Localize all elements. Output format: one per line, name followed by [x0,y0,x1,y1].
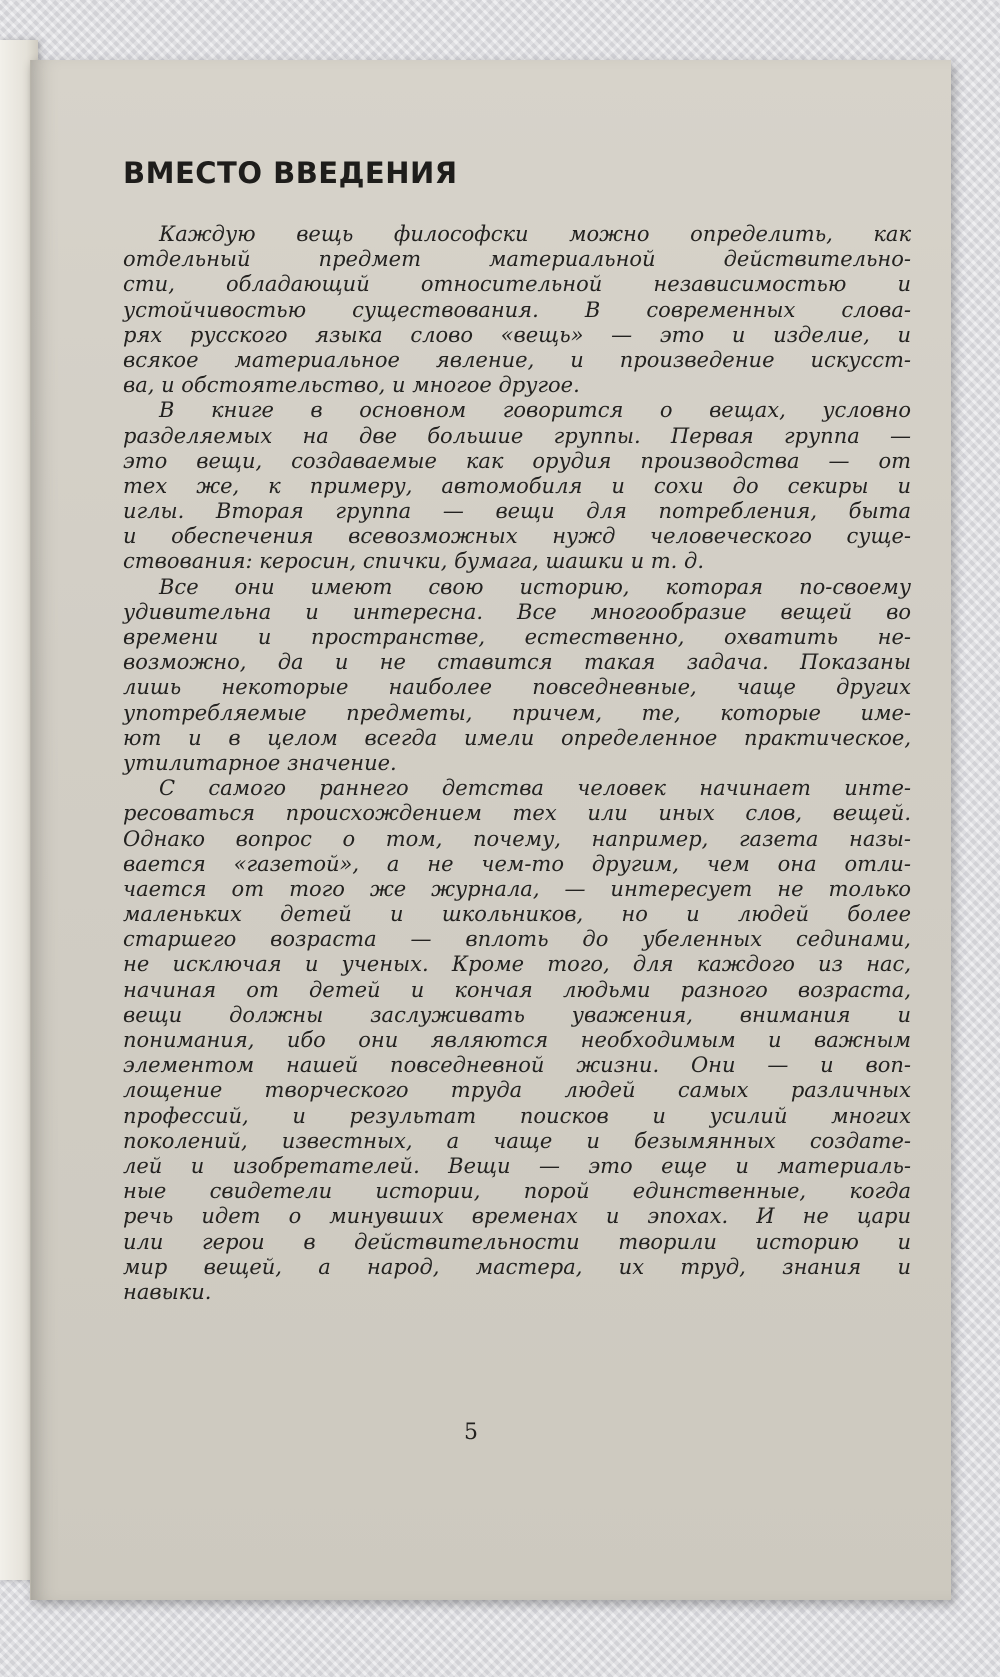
text-line: ют и в целом всегда имели определенное практическое, [123,725,911,750]
text-line: лощение творческого труда людей самых различных [123,1078,911,1103]
text-line: тех же, к примеру, автомобиля и сохи до секиры и [123,473,911,498]
text-line: вещи должны заслуживать уважения, внимания и [123,1002,911,1027]
text-line: мир вещей, а народ, мастера, их труд, знания и [123,1254,911,1279]
text-line: С самого раннего детства человек начинает инте- [159,776,911,801]
text-line: ствования: керосин, спички, бумага, шашки и т. д. [123,549,705,574]
text-line: ные свидетели истории, порой единственные, когда [123,1179,911,1204]
text-line: не исключая и ученых. Кроме того, для каждого из нас, [123,952,911,977]
text-line: всякое материальное явление, и произведение искусст- [123,347,911,372]
page-number: 5 [464,1420,478,1445]
text-line: это вещи, создаваемые как орудия производства — от [123,448,911,473]
text-line: отдельный предмет материальной действительно- [123,247,911,272]
text-line: сти, обладающий относительной независимостью и [123,272,911,297]
text-line: вается «газетой», а не чем-то другим, чем она отли- [123,851,911,876]
text-line: возможно, да и не ставится такая задача. Показаны [123,650,911,675]
chapter-title: ВМЕСТО ВВЕДЕНИЯ [123,156,458,190]
text-line: старшего возраста — вплоть до убеленных сединами, [123,927,911,952]
body-text [123,222,911,1305]
text-line: ресоваться происхождением тех или иных слов, вещей. [123,801,911,826]
text-line: и обеспечения всевозможных нужд человеческого суще- [123,524,911,549]
text-line: понимания, ибо они являются необходимым и важным [123,1028,911,1052]
text-line: утилитарное значение. [123,750,397,775]
text-line: или герои в действительности творили историю и [123,1229,911,1254]
text-line: рях русского языка слово «вещь» — это и изделие, и [123,322,911,347]
text-line: Однако вопрос о том, почему, например, газета назы- [123,826,911,851]
text-line: разделяемых на две большие группы. Первая группа — [123,423,911,448]
text-line: иглы. Вторая группа — вещи для потребления, быта [123,499,911,524]
text-line: поколений, известных, а чаще и безымянных создате- [123,1128,911,1153]
text-line: устойчивостью существования. В современных слова- [123,297,911,322]
text-line: профессий, и результат поисков и усилий многих [123,1103,911,1128]
text-line: употребляемые предметы, причем, те, которые име- [123,700,911,725]
text-line: Все они имеют свою историю, которая по-своему [159,574,911,599]
book-page [30,60,951,1600]
text-line: времени и пространстве, естественно, охватить не- [123,625,911,649]
text-line: лей и изобретателей. Вещи — это еще и материаль- [123,1153,911,1178]
text-line: Каждую вещь философски можно определить, как [159,222,911,246]
text-line: лишь некоторые наиболее повседневные, чаще других [123,675,911,700]
text-line: маленьких детей и школьников, но и людей более [123,902,911,927]
text-line: начиная от детей и кончая людьми разного возраста, [123,977,911,1002]
text-line: удивительна и интересна. Все многообразие вещей во [123,599,911,624]
text-line: навыки. [123,1279,212,1304]
text-line: В книге в основном говорится о вещах, условно [159,398,911,423]
text-line: ва, и обстоятельство, и многое другое. [123,373,580,398]
text-line: элементом нашей повседневной жизни. Они — и воп- [123,1053,911,1078]
text-line: чается от того же журнала, — интересует не только [123,876,911,901]
text-line: речь идет о минувших временах и эпохах. И не цари [123,1204,911,1229]
